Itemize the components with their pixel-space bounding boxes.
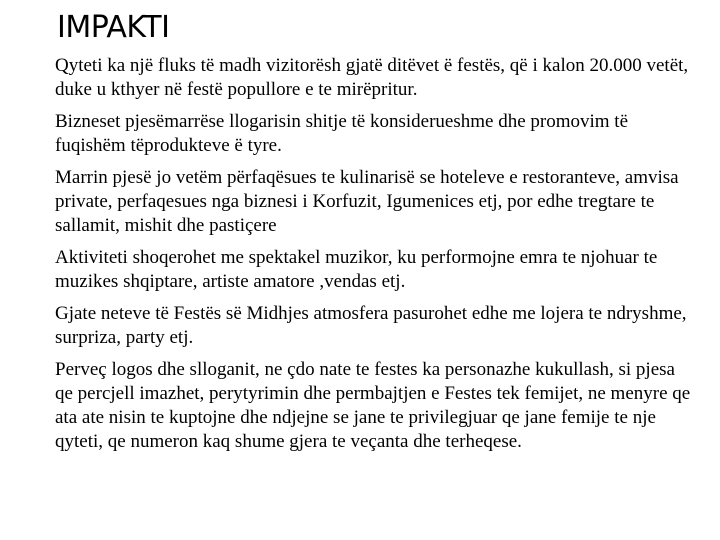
slide-body [55, 54, 695, 462]
paragraph-visitors: Qyteti ka një fluks të madh vizitorësh gjatë ditëvet ë festës, që i kalon 20.000 vetët, duke u kthyer në festë popullore e te mirëpritur. [55, 55, 689, 100]
paragraph-puppets: Perveç logos dhe slloganit, ne çdo nate te festes ka personazhe kukullash, si pjesa qe percjell imazhet, perytyrimin dhe permbajtjen e Festes tek femijet, ne menyre qe ata ate nisin te kuptojne dhe ndjejne se jane te privilegjuar qe jane femije te nje qyteti, qe numeron kaq shume gjera te veçanta dhe terheqese. [55, 359, 691, 452]
paragraph-participants: Marrin pjesë jo vetëm përfaqësues te kulinarisë se hoteleve e restoranteve, amvisa private, perfaqesues nga biznesi i Korfuzit, Igumenices etj, por edhe tregtare te sallamit, mishit dhe pastiçere [55, 167, 679, 236]
slide-title: IMPAKTI [57, 10, 170, 45]
paragraph-atmosphere: Gjate neteve të Festës së Midhjes atmosfera pasurohet edhe me lojera te ndryshme, surpriza, party etj. [55, 303, 687, 348]
paragraph-music: Aktiviteti shoqerohet me spektakel muzikor, ku performojne emra te njohuar te muzikes shqiptare, artiste amatore ,vendas etj. [55, 247, 658, 292]
paragraph-businesses: Bizneset pjesëmarrëse llogarisin shitje të konsiderueshme dhe promovim të fuqishëm tëprodukteve ë tyre. [55, 111, 629, 156]
